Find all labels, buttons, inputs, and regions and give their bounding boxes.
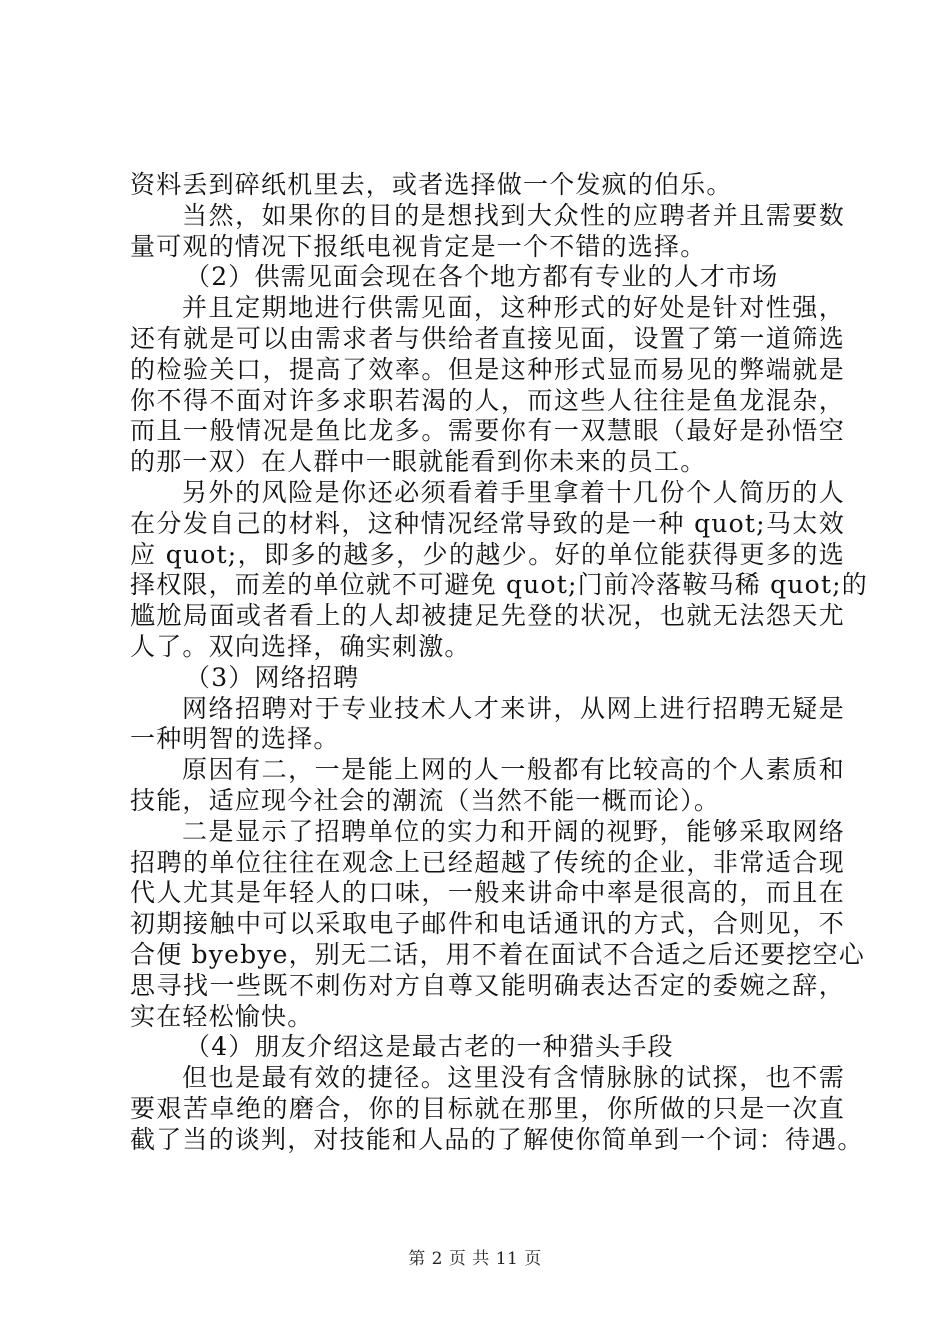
section-heading: （3）网络招聘 — [185, 662, 360, 692]
section-heading: （2）供需见面会现在各个地方都有专业的人才市场 — [185, 262, 779, 292]
paragraph-line: 但也是最有效的捷径。这里没有含情脉脉的试探，也不需 — [182, 1063, 845, 1093]
paragraph-line: 量可观的情况下报纸电视肯定是一个不错的选择。 — [130, 231, 707, 261]
paragraph-line: 一种明智的选择。 — [130, 724, 340, 754]
paragraph-line: 尴尬局面或者看上的人却被捷足先登的状况，也就无法怨天尤 — [130, 601, 845, 631]
section-heading: （4）朋友介绍这是最古老的一种猎头手段 — [185, 1032, 674, 1062]
page-number-footer: 第 2 页 共 11 页 — [408, 1249, 542, 1269]
paragraph-line: 择权限，而差的单位就不可避免 quot;门前冷落鞍马稀 quot;的 — [130, 570, 868, 600]
paragraph-line: 人了。双向选择，确实刺激。 — [130, 631, 471, 661]
paragraph-line: 二是显示了招聘单位的实力和开阔的视野，能够采取网络 — [182, 816, 845, 846]
paragraph-line: 技能，适应现今社会的潮流（当然不能一概而论）。 — [130, 785, 721, 815]
paragraph-line: 并且定期地进行供需见面，这种形式的好处是针对性强， — [182, 293, 845, 323]
paragraph-line: 要艰苦卓绝的磨合，你的目标就在那里，你所做的只是一次直 — [130, 1093, 845, 1123]
paragraph-line: 的那一双）在人群中一眼就能看到你未来的员工。 — [130, 447, 707, 477]
paragraph-line: 截了当的谈判，对技能和人品的了解使你简单到一个词：待遇。 — [130, 1124, 864, 1154]
paragraph-line: 资料丢到碎纸机里去，或者选择做一个发疯的伯乐。 — [130, 170, 733, 199]
paragraph-line: 代人尤其是年轻人的口味，一般来讲命中率是很高的，而且在 — [130, 878, 845, 908]
paragraph-line: 合便 byebye，别无二话，用不着在面试不合适之后还要挖空心 — [130, 939, 865, 969]
paragraph-line: 实在轻松愉快。 — [130, 1001, 314, 1031]
paragraph-line: 的检验关口，提高了效率。但是这种形式显而易见的弊端就是 — [130, 354, 845, 384]
paragraph-line: 当然，如果你的目的是想找到大众性的应聘者并且需要数 — [182, 200, 845, 230]
paragraph-line: 网络招聘对于专业技术人才来讲，从网上进行招聘无疑是 — [182, 693, 845, 723]
paragraph-line: 应 quot;，即多的越多，少的越少。好的单位能获得更多的选 — [130, 539, 845, 569]
document-body — [130, 170, 868, 1156]
paragraph-line: 初期接触中可以采取电子邮件和电话通讯的方式，合则见，不 — [130, 909, 845, 939]
paragraph-line: 另外的风险是你还必须看着手里拿着十几份个人简历的人 — [182, 477, 845, 507]
paragraph-line: 原因有二，一是能上网的人一般都有比较高的个人素质和 — [182, 755, 845, 785]
paragraph-line: 在分发自己的材料，这种情况经常导致的是一种 quot;马太效 — [130, 508, 845, 538]
paragraph-line: 你不得不面对许多求职若渴的人，而这些人往往是鱼龙混杂， — [130, 385, 845, 415]
paragraph-line: 还有就是可以由需求者与供给者直接见面，设置了第一道筛选 — [130, 323, 845, 353]
paragraph-line: 招聘的单位往往在观念上已经超越了传统的企业，非常适合现 — [130, 847, 845, 877]
paragraph-line: 思寻找一些既不刺伤对方自尊又能明确表达否定的委婉之辞， — [130, 970, 845, 1000]
paragraph-line: 而且一般情况是鱼比龙多。需要你有一双慧眼（最好是孙悟空 — [130, 416, 845, 446]
